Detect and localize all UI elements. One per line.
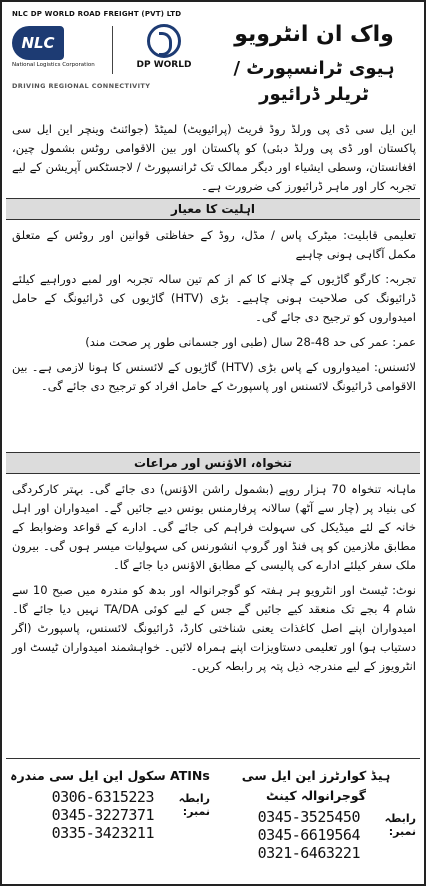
dp-world-icon [147, 24, 181, 58]
contact-mandra-heading: ATINs سکول این ایل سی مندرہ [10, 768, 210, 783]
contact-gujranwala-row [216, 808, 416, 862]
contact-mandra [10, 766, 210, 842]
header [6, 6, 422, 114]
contact-mandra-row [10, 788, 210, 842]
dp-world-name: DP WORLD [136, 60, 192, 70]
contact-number: 0345-3227371 [51, 806, 154, 824]
eligibility-block [12, 226, 416, 402]
contact-number: 0321-6463221 [257, 844, 360, 862]
contact-number: 0306-6315223 [51, 788, 154, 806]
intro-paragraph: این ایل سی ڈی پی ورلڈ روڈ فریٹ (پرائیویٹ) لمیٹڈ (جوائنٹ وینچر این ایل سی پاکستان اور ڈی پی ورلڈ دبئی) کو پاکستان اور بین الاقوامی روٹس بشمول چین، افغانستان، وسطی ایشیاء اور دیگر ممالک تک ٹرانسپورٹ / لاجسٹکس آپریشن کے لیے تجربہ کار اور ماہر ڈرائیورز کی ضرورت ہے۔ [12, 122, 416, 193]
contact-gujranwala [216, 766, 416, 862]
contact-number-list [52, 788, 154, 842]
contacts-divider [6, 758, 420, 759]
section-eligibility-heading: اہلیت کا معیار [6, 198, 420, 220]
contact-number: 0345-6619564 [257, 826, 360, 844]
eligibility-age: عمر: عمر کی حد 48-28 سال (طبی اور جسمانی طور پر صحت مند) [85, 335, 416, 349]
eligibility-education: تعلیمی قابلیت: میٹرک پاس / مڈل، روڈ کے حفاظتی قوانین اور روٹس کے متعلق مکمل آگاہی ہونی چاہیے [12, 228, 416, 261]
eligibility-experience: تجربہ: کارگو گاڑیوں کے چلانے کا کم از کم تین سالہ تجربہ اور لمبے دوراہیے کیلئے ڈرائیونگ کی صلاحیت ہونی چاہیے۔ بڑی (HTV) گاڑیوں کی ڈرائیونگ کے حامل امیدواروں کو ترجیح دی جائے گی۔ [12, 272, 416, 324]
nlc-logo-icon: NLC [12, 26, 64, 60]
salary-benefits: ماہانہ تنخواہ 70 ہزار روپے (بشمول راشن الاؤنس) دی جائے گی۔ بہتر کارکردگی کی بنیاد پر (چار سے آٹھ) سالانہ پرفارمنس بونس دیے جائیں گے۔ امیدواران اور اہل خانہ کے لئے میڈیکل کی سہولت فراہم کی جائے گی۔ ادارے کے قواعد وضوابط کے مطابق ملازمین کو پی فنڈ اور گروپ انشورنس کی سہولیات میسر ہوں گی۔ بیرون ملک سفر کیلئے ادارے کی پالیسی کے مطابق الاؤنس دیا جائے گا۔ [12, 482, 416, 572]
salary-block [12, 480, 416, 682]
contact-label: رابطہ نمبر: [178, 792, 210, 818]
nlc-subtitle: National Logistics Corporation [12, 62, 95, 68]
corporation-name: NLC DP WORLD ROAD FREIGHT (PVT) LTD [12, 10, 182, 18]
section-salary-heading: تنخواہ، الاؤنس اور مراعات [6, 452, 420, 474]
logo-divider [112, 26, 113, 74]
eligibility-license: لائسنس: امیدواروں کے پاس بڑی (HTV) گاڑیوں کے لائسنس کا ہونا لازمی ہے۔ بین الاقوامی ڈرائیونگ لائسنس اور پاسپورٹ کے حامل افراد کو ترجیح دی جائے گی۔ [12, 360, 416, 393]
nlc-logo [12, 26, 104, 78]
title-area [214, 20, 414, 108]
tagline: DRIVING REGIONAL CONNECTIVITY [12, 82, 151, 90]
dp-world-logo [124, 24, 204, 78]
contact-number: 0345-3525450 [257, 808, 360, 826]
logo-area [12, 10, 212, 110]
contact-gujranwala-heading: ہیڈ کوارٹرز این ایل سی گوجرانوالہ کینٹ [241, 768, 391, 803]
contact-label: رابطہ نمبر: [384, 812, 416, 838]
title-job-position: ہیوی ٹرانسپورٹ / ٹریلر ڈرائیور [233, 58, 395, 105]
contact-number-list [258, 808, 360, 862]
title-walk-in-interview: واک ان انٹرویو [234, 22, 394, 47]
contact-number: 0335-3423211 [51, 824, 154, 842]
note-paragraph: نوٹ: ٹیسٹ اور انٹرویو ہر ہفتہ کو گوجرانوالہ اور بدھ کو مندرہ میں صبح 10 سے شام 4 بجے تک منعقد کیے جائیں گے جس کے لیے کوئی TA/DA نہیں دیا جائے گا۔ امیدواران اپنے اصل کاغذات یعنی شناختی کارڈ، ڈرائیونگ لائسنس، پاسپورٹ (اگر دستیاب ہو) اور تعلیمی دستاویزات اپنے ہمراہ لائیں۔ خواہشمند امیدواران ٹیسٹ اور انٹرویوز کے لیے مندرجہ ذیل پتہ پر رابطہ کریں۔ [12, 583, 417, 673]
